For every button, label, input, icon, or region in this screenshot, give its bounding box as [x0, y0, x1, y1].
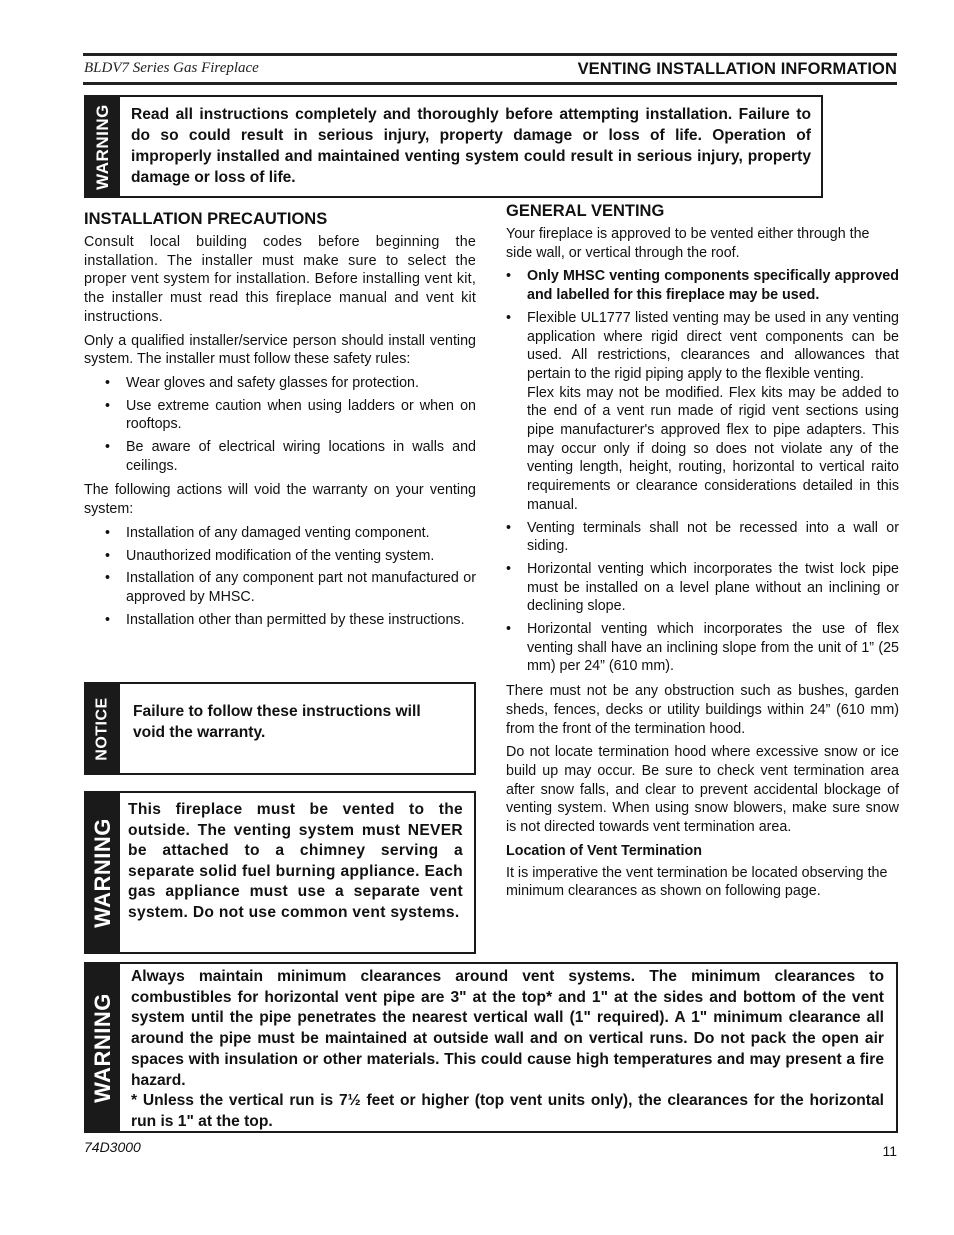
installation-precautions-section — [84, 209, 476, 635]
general-p4: It is imperative the vent termination be located observing the minimum clearances as shown on following page. — [506, 864, 888, 900]
list-item: • Only MHSC venting components specifically approved and labelled for this fireplace may be used. — [506, 268, 899, 304]
section-title: VENTING INSTALLATION INFORMATION — [577, 60, 897, 78]
list-item: • Be aware of electrical wiring locations in walls and ceilings. — [105, 439, 476, 474]
precautions-p3: The following actions will void the warranty on your venting system: — [84, 482, 476, 518]
page-number: 11 — [882, 1143, 897, 1159]
general-venting-list — [506, 267, 899, 676]
notice-box — [84, 682, 476, 775]
header-bottom-rule — [83, 82, 897, 85]
general-p2: There must not be any obstruction such as bushes, garden sheds, fences, decks or utility buildings within 24” (610 mm) from the front of the termination hood. — [506, 683, 899, 737]
warning-box-bottom — [84, 962, 898, 1133]
general-p1: Your fireplace is approved to be vented either through the side wall, or vertical through the roof. — [506, 226, 870, 261]
notice-text: Failure to follow these instructions will void the warranty. — [133, 703, 421, 741]
list-item: • Installation of any damaged venting component. — [105, 524, 430, 541]
void-warranty-list — [105, 524, 476, 630]
list-item: • Installation of any component part not manufactured or approved by MHSC. — [105, 570, 476, 605]
flex-kit-note: Flex kits may not be modified. Flex kits may be added to the end of a vent run made of rigid vent sections using pipe manufacturer's approved flex to pipe adapters. This may occur only if doing so does not violate any of the venting length, height, routing, horizontal to vertical raito requirements or clearance considerations detailed in this manual. — [527, 384, 899, 513]
warning-tab: WARNING — [86, 793, 120, 952]
safety-rules-list — [105, 374, 476, 476]
notice-tab: NOTICE — [86, 684, 120, 773]
list-item: • Unauthorized modification of the venting system. — [105, 547, 435, 564]
document-number: 74D3000 — [84, 1139, 141, 1155]
warning-box-top — [84, 95, 823, 198]
warning-box-middle — [84, 791, 476, 954]
list-item: • Wear gloves and safety glasses for protection. — [105, 374, 419, 391]
list-item: • Horizontal venting which incorporates the twist lock pipe must be installed on a level plane without an inclining or declining slope. — [506, 560, 899, 615]
general-p3: Do not locate termination hood where excessive snow or ice build up may occur. Be sure to check vent termination area after snow falls, and clear to prevent accidental blockage of venting system. When using snow blowers, make sure snow is not directed towards vent termination area. — [506, 744, 899, 836]
header-top-rule — [83, 53, 897, 56]
list-item: • Installation other than permitted by these instructions. — [105, 611, 465, 628]
list-item: • Horizontal venting which incorporates the use of flex venting shall have an inclining slope from the unit of 1” (25 mm) per 24” (610 mm). — [506, 621, 899, 675]
general-venting-heading: GENERAL VENTING — [506, 202, 665, 220]
list-item: • Venting terminals shall not be recessed into a wall or siding. — [506, 519, 899, 555]
vent-termination-subheading: Location of Vent Termination — [506, 842, 702, 859]
precautions-p2: Only a qualified installer/service person should install venting system. The installer must follow these safety rules: — [84, 332, 476, 368]
warning-top-text: Read all instructions completely and thoroughly before attempting installation. Failure to do so could result in serious injury, property damage or loss of life. Operation of improperly installed and maintained venting system could result in serious injury, property damage or loss of life. — [131, 106, 811, 186]
precautions-heading: INSTALLATION PRECAUTIONS — [84, 210, 328, 228]
list-item: • Use extreme caution when using ladders or when on rooftops. — [105, 397, 476, 433]
precautions-p1: Consult local building codes before beginning the installation. The installer must make sure to select the proper vent system for installation. Before installing vent kit, the installer must read this fireplace manual and vent kit instructions. — [84, 234, 476, 325]
warning-tab: WARNING — [86, 97, 120, 196]
warning-bottom-content — [131, 964, 896, 1131]
warning-bottom-footnote: * Unless the vertical run is 7½ feet or higher (top vent units only), the clearances for the horizontal run is 1" at the top. — [131, 1092, 884, 1130]
product-title: BLDV7 Series Gas Fireplace — [84, 60, 259, 76]
warning-middle-text: This fireplace must be vented to the outside. The venting system must NEVER be attached to a chimney serving a separate solid fuel burning appliance. Each gas appliance must use a separate vent system. Do not use common vent systems. — [128, 801, 463, 921]
general-venting-section — [506, 201, 899, 906]
warning-bottom-text: Always maintain minimum clearances around vent systems. The minimum clearances to combustibles for horizontal vent pipe are 3" at the top* and 1" at the sides and bottom of the vent system until the pipe penetrates the nearest vertical wall (1" required). A 1" minimum clearance all around the pipe must be maintained at outside wall and on vertical runs. Do not pack the open air spaces with insulation or other materials. This could cause high temperatures and may present a fire hazard. — [131, 968, 884, 1089]
warning-tab: WARNING — [86, 964, 120, 1131]
list-item: • Flexible UL1777 listed venting may be used in any venting application where rigid direct vent components can be used. All restrictions, clearances and allowances that pertain to the rigid piping apply to the flexible venting. Flex kits may not be modified. Flex kits may be added to the end of a vent run made of rigid vent sections using pipe manufacturer's approved flex to pipe adapters. This may occur only if doing so does not violate any of the venting length, height, routing, horizontal to vertical raito requirements or clearance considerations detailed in this manual. — [506, 309, 899, 513]
